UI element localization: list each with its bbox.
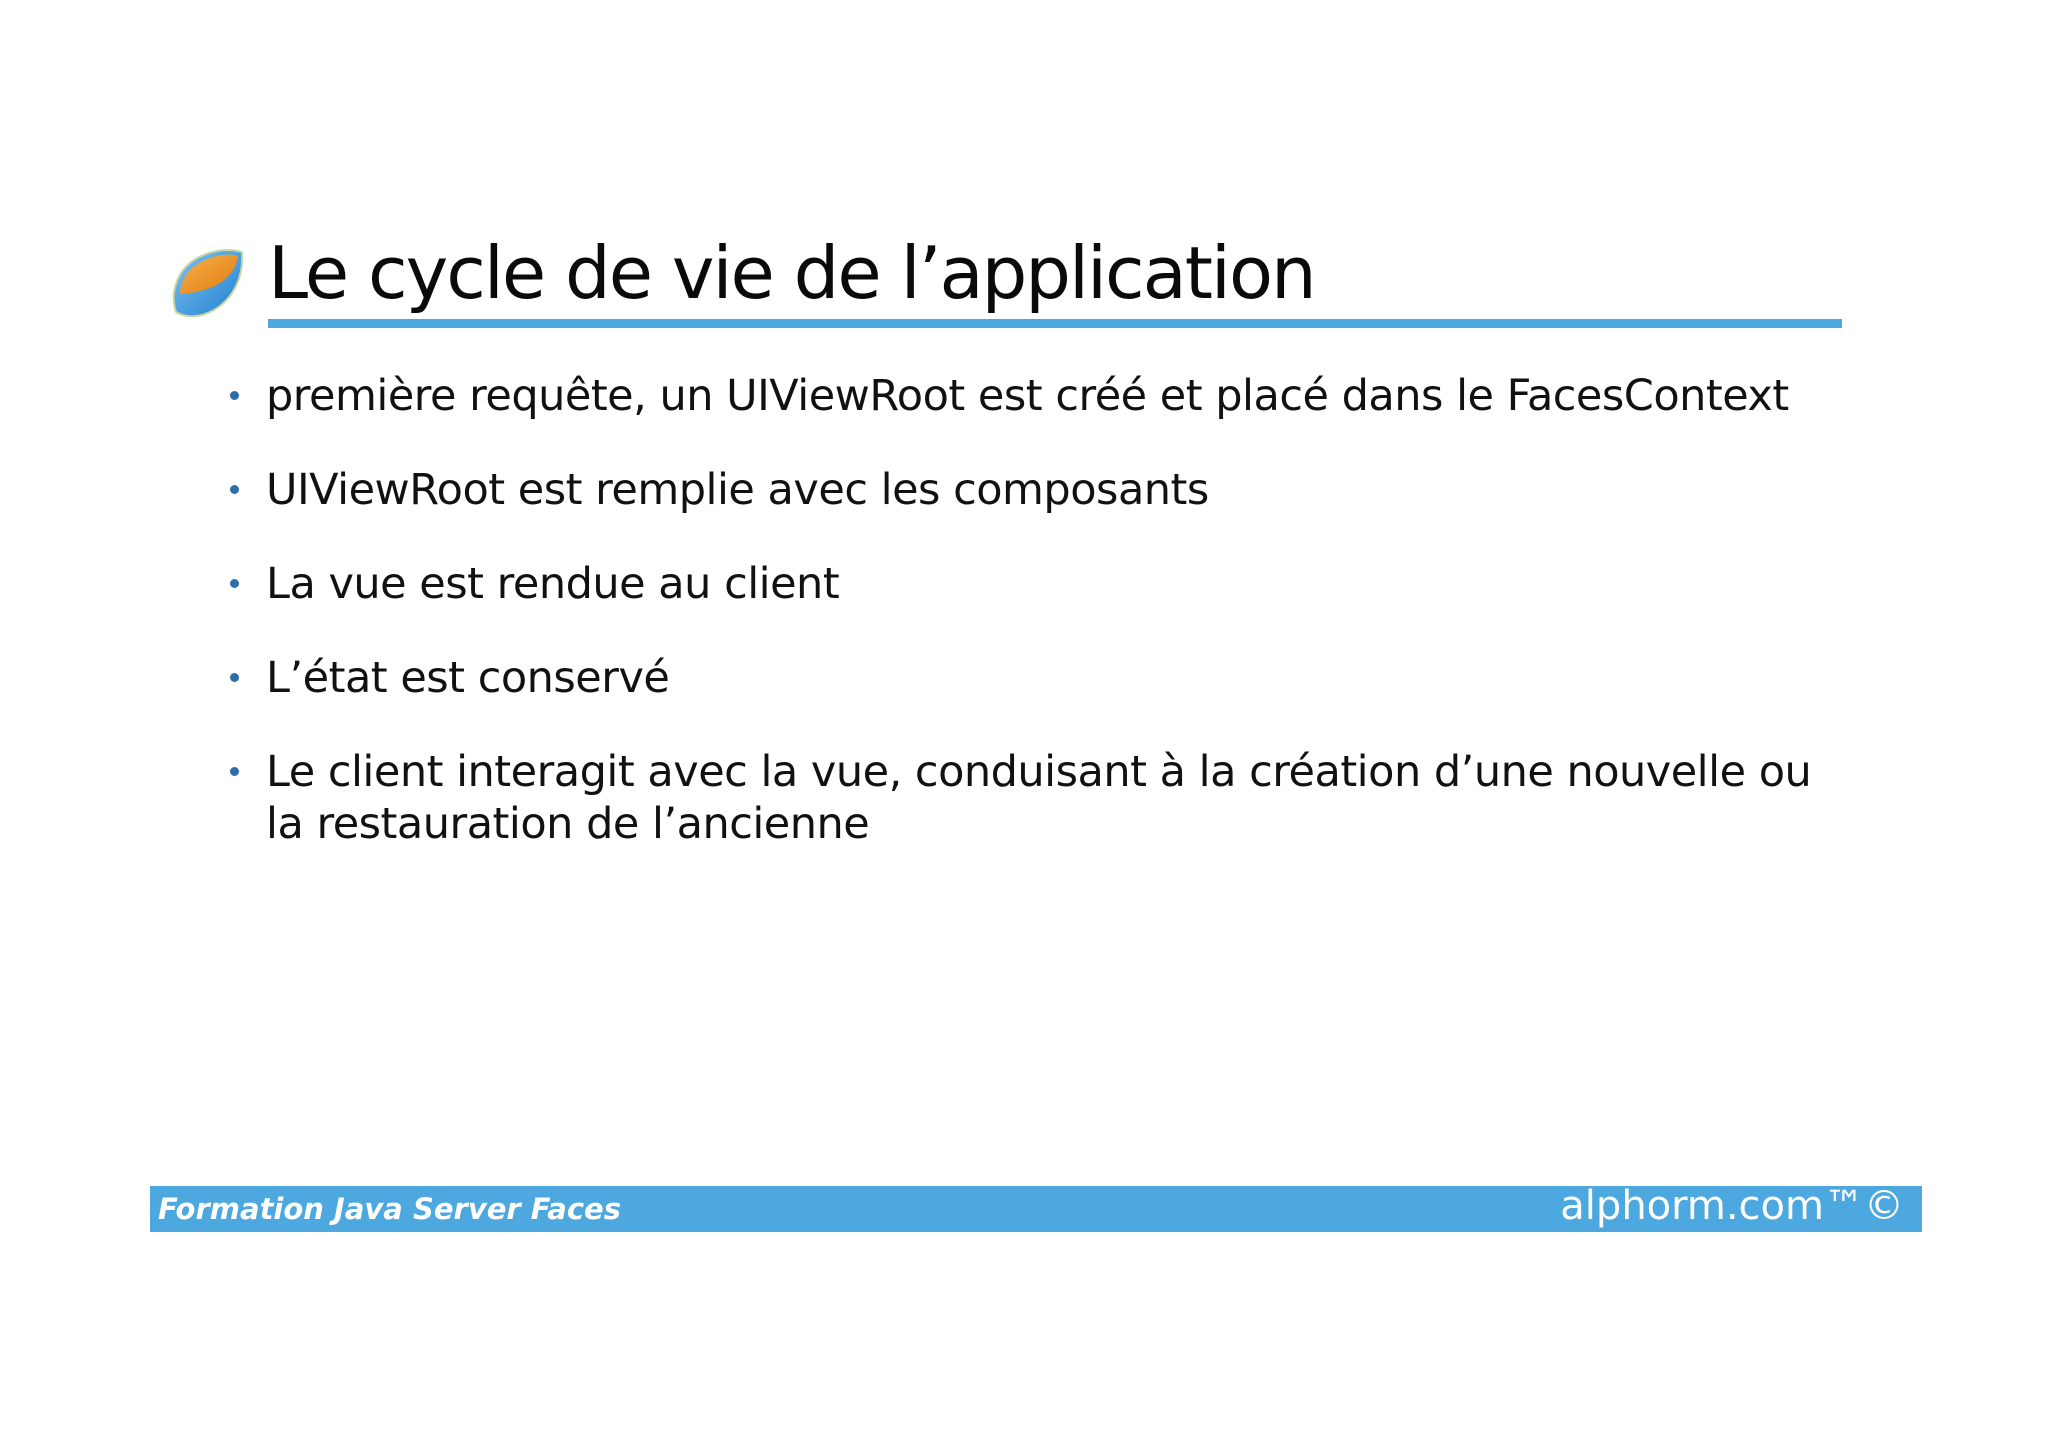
footer-bar <box>150 1183 1922 1232</box>
list-item <box>230 464 1850 516</box>
bullet-icon <box>230 485 239 494</box>
list-item <box>230 370 1850 422</box>
slide-title: Le cycle de vie de l’application <box>268 231 1315 315</box>
title-underline <box>268 319 1842 328</box>
bullet-text: La vue est rendue au client <box>266 559 840 609</box>
list-item <box>230 652 1850 704</box>
list-item <box>230 558 1850 610</box>
bullet-icon <box>230 579 239 588</box>
bullet-list <box>230 370 1850 892</box>
bullet-text: L’état est conservé <box>266 653 670 703</box>
footer-course-label: Formation Java Server Faces <box>158 1192 621 1226</box>
alphorm-logo-icon <box>166 242 246 322</box>
bullet-text: Le client interagit avec la vue, conduisant à la création d’une nouvelle ou la restauration de l’ancienne <box>266 747 1812 849</box>
bullet-text: UIViewRoot est remplie avec les composants <box>266 465 1209 515</box>
bullet-icon <box>230 391 239 400</box>
list-item <box>230 746 1850 850</box>
bullet-icon <box>230 673 239 682</box>
bullet-text: première requête, un UIViewRoot est créé et placé dans le FacesContext <box>266 371 1789 421</box>
bullet-icon <box>230 767 239 776</box>
footer-brand: alphorm.com™© <box>1560 1183 1904 1229</box>
